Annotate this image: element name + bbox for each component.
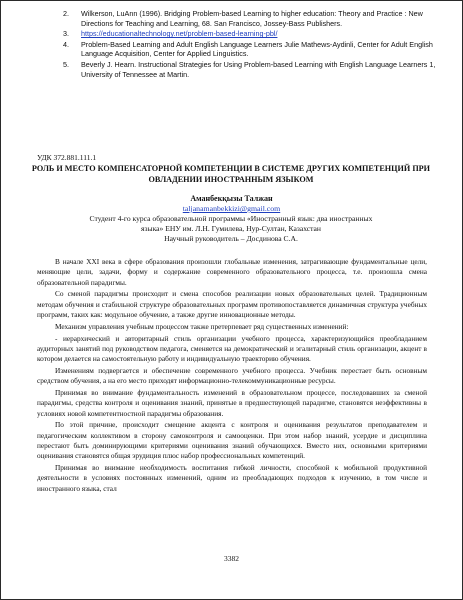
reference-item (63, 40, 443, 59)
reference-number: 3. (63, 29, 69, 39)
reference-item (63, 60, 443, 79)
body-paragraph: - иерархический и авторитарный стиль организации учебного процесса, характеризующийся преобладанием аудиторных занятий под руководством педагога, сменяется на демократический и эгалитарный стиль организации, акцент в котором делается на самостоятельную работу и индивидуальную траекторию обучения. (37, 333, 427, 364)
body-paragraph: Изменениям подвергается и обеспечение современного учебного процесса. Учебник перестает быть основным средством обучения, а на его место приходят информационно-телекоммуникационные ресурсы. (37, 365, 427, 386)
reference-number: 5. (63, 59, 69, 69)
reference-item (63, 29, 443, 39)
page-number: 3382 (224, 554, 239, 563)
author-affiliation (86, 214, 376, 244)
reference-text: Wilkerson, LuAnn (1996). Bridging Problem-based Learning to higher education: Theory and Practice : New Directions for Teaching and Learning, 68. San Francisco, Jossey-Bass Publishers. (81, 9, 423, 28)
reference-link[interactable]: https://educationaltechnology.net/problem-based-learning-pbl/ (81, 29, 278, 39)
affiliation-line: Студент 4-го курса образовательной программы «Иностранный язык: два иностранных языка» ЕНУ им. Л.Н. Гумилева, Нур-Султан, Казахстан (89, 214, 373, 233)
author-name: Аманбекқызы Талжан (190, 194, 273, 203)
supervisor-line: Научный руководитель – Досдинова С.А. (164, 234, 298, 243)
author-email[interactable]: taljanamanbekkizi@gmail.com (182, 204, 281, 213)
reference-number: 4. (63, 39, 69, 49)
reference-text: Beverly J. Hearn. Instructional Strategies for Using Problem-based Learning with English Language Learners 1, University of Tennessee at Martin. (81, 59, 436, 79)
reference-list (63, 9, 443, 80)
udc-code: УДК 372.881.111.1 (37, 153, 97, 162)
body-paragraph: В начале XXI века в сфере образования произошли глобальные изменения, затрагивающие фундаментальные цели, меняющие цели, задачи, форму и содержание современного образовательного процесса, т.е. произошла смена образовательной парадигмы. (37, 257, 427, 287)
body-paragraph: Со сменой парадигмы происходит и смена способов реализации новых образовательных целей. Традиционным методам обучения и стабильной структуре образовательных программ противопоставляется динамичная структура учебных программ, таких как: модульное обучение, а также другие инновационные методы. (37, 289, 427, 319)
body-paragraph: Принимая во внимание необходимость воспитания гибкой личности, способной к мобильной продуктивной деятельности в условиях постоянных изменений, одним из преобладающих подходов к изучению, в том числе и иностранного языка, стал (37, 463, 427, 493)
reference-item (63, 9, 443, 28)
reference-number: 2. (63, 9, 69, 18)
body-paragraph: Принимая во внимание фундаментальность изменений в образовательном процессе, последовавших за сменой парадигмы, средства контроля и оценивания знаний, принятые в предшествующей парадигме, становятся неэффективны в условиях новой компетентностной парадигмы образования. (37, 388, 427, 418)
reference-text: Problem-Based Learning and Adult English Language Learners Julie Mathews-Aydinli, Center for Adult English Language Acquisition, Center for Applied Linguistics. (81, 39, 433, 59)
article-body (37, 257, 427, 496)
body-paragraph: Механизм управления учебным процессом также претерпевает ряд существенных изменений: (55, 321, 349, 331)
body-paragraph: По этой причине, происходит смещение акцента с контроля и оценивания результатов преподавателем и педагогическим коллективом в сторону самоконтроля и самооценки. При этом набор знаний, усердие и дисциплина перестают быть доминирующими критериями оценивания знаний обучающихся. Вместо них, основными критериями оценивания становятся общая эрудиция плюс набор профессиональных компетенций. (37, 420, 427, 461)
article-title: РОЛЬ И МЕСТО КОМПЕНСАТОРНОЙ КОМПЕТЕНЦИИ В СИСТЕМЕ ДРУГИХ КОМПЕТЕНЦИЙ ПРИ ОВЛАДЕНИИ ИНОСТРАННЫМ ЯЗЫКОМ (31, 164, 431, 184)
